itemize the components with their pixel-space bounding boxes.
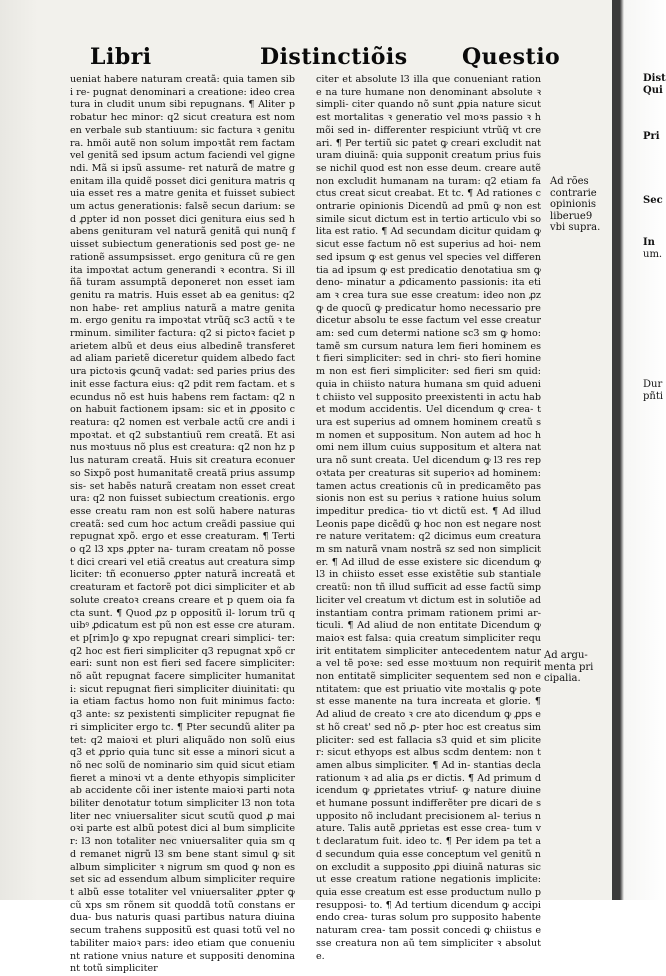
- next-page-fragment: um.: [643, 249, 663, 260]
- next-page-fragment: Sec: [643, 195, 663, 206]
- text-column-right: [316, 74, 541, 962]
- running-head: [90, 44, 561, 74]
- next-page-fragment: Dur: [643, 379, 663, 390]
- next-page-fragment: Qui: [643, 85, 663, 96]
- next-page-fragment: Pri: [643, 131, 660, 142]
- margin-note-ad-argumenta: Ad argu- menta pri cipalia.: [544, 650, 594, 684]
- next-page-fragment: In: [643, 237, 655, 248]
- left-column-text: ueniat habere naturam creatã: quia tamen sibi re- pugnat denominari a creatione: ideo creatura in cludit unum sibi repugnans. ¶ Aliter probatur hec minor: q2 sicut creatura est nomen verbale sub stantiuum: sic factura ꝛ genitura. hmõi autẽ non solum impoꝛtãt rem factam vel genitã sed ipsum actum faciendi vel gignendi. Mã si ipsũ assume- ret naturã de matre genitam illa quidẽ posset dici genitura matris quia esset res a matre genita et fuisset subiectum actus generationis: falsẽ secun darium: sed ꝓpter id non posset dici genitura eius sed habens genituram vel naturã genitã qui nunq̃ fuisset subiectum generationis sed post ge- nerationẽ assumpsisset. ergo genitura cũ re genita impoꝛtat actum generandi ꝛ econtra. Si illñã turam assumptã deponeret non esset iam genitu ra matris. Huis esset ab ea genitus: q2 non habe- ret amplius naturã a matre genitam. ergo genitu ra impoꝛtat vtrũq̃ sc3 actũ ꝛ terminum. similiter factura: q2 si pictoꝛ faciet parietem albũ et deus eius albedinẽ transferet ad aliam parietẽ diceretur quidem albedo factura pictoꝛis ꝙcunq̃ vadat: sed paries prius desinit esse factura eius: q2 pdit rem factam. et secundus nõ est huis habens rem factam: q2 non habuit factionem ipsam: sic et in ꝓposito creatura: q2 nomen est verbale actũ cre andi impoꝛtat. et q2 substantiuũ rem creatã. Et asinus moꝛtuus nõ plus est creatura: q2 non hz plus naturam creatã. Huis sit creatura econuerso Sixpõ post humanitatẽ creatã prius assumpsis- set habẽs naturã creatam non esset creatura: q2 non fuisset subiectum creationis. ergo esse creatu ram non est solũ habere naturas creatã: sed cum hoc actum creãdi passiue qui repugnat xpõ. ergo et esse creaturam. ¶ Tertio q2 l3 xps ꝓpter na- turam creatam nõ posset dici creari vel etiã creatus aut creatura simpliciter: tñ econuerso ꝓpter naturã increatã et creaturam et factorẽ pot dici simpliciter et absolute creatoꝛ creans creare et p quem oia facta sunt. ¶ Quod ꝓz p oppositũ il- lorum trũ quibꝰ ꝓdicatum est pũ non est esse cre aturam. et p[rim]o ꝙ xpo repugnat creari simplici- ter: q2 hoc est fieri simpliciter q3 repugnat xpõ creari: sunt non est fieri sed facere simpliciter: nõ aũt repugnat facere simpliciter humanitati: sicut repugnat fieri simpliciter diuinitati: quia etiam factus homo non fuit minimus facto: q3 ante: sz pexistenti simpliciter repugnat fieri simpliciter ergo tc. ¶ Pter secundũ aliter patet: q2 maioꝛi et pluri aliquãdo non solũ eius q3 et ꝓprio quia tunc sit esse a minori sicut a nõ nec solũ de nominario sim quid sicut etiam fieret a minoꝛi vt a dente ethyopis simpliciter ab accidente cõi iner istente maioꝛi parti notabiliter denotatur totum simpliciter l3 non totaliter nec vniuersaliter sicut scutũ quod ꝓ maioꝛi parte est albũ potest dici al bum simpliciter: l3 non totaliter nec vniuersaliter quia sm qd remanet nigrũ l3 sm bene stant simul ꝙ sit album simpliciter ꝛ nigrum sm quod ꝙ non esset sic ad essendum album simpliciter requiret albũ esse totaliter vel vniuersaliter ꝓpter ꝙ cũ xps sm rõnem sit quoddã totũ constans er dua- bus naturis quasi partibus natura diuina secum trahens suppositũ est quasi totũ vel notabiliter maioꝛ pars: ideo etiam que conueniunt ratione vnius nature et suppositi denominant totũ simpliciter: [70, 74, 296, 975]
- right-column-text: citer et absolute l3 illa que conueniant ratione na ture humane non denominant absolute ꝛ simpli- citer quando nõ sunt ꝓpia nature sicut est mortalitas ꝛ generatio vel moꝛs passio ꝛ hmõi sed in- differenter respiciunt vtrũq̃ vt creari. ¶ Per tertiũ sic patet ꝙ creari excludit naturam diuinã: quia supponit creatum prius fuisse nichil quod est non esse deum. creare autẽ non excludit humanam na turam: q2 etiam factus creat sicut creabat. Et tc. ¶ Ad rationes contrarie opinionis Dicendũ ad pmũ ꝙ non est simile sicut dictum est in tertio articulo vbi solita est ratio. ¶ Ad secundam dicitur quidam ꝙ sicut esse factum nõ est superius ad hoi- nem sed ipsum ꝙ est genus vel species vel differentia ad ipsum ꝙ est predicatio denotatiua sm ꝙ deno- minatur a ꝓdicamento passionis: ita etiam ꝛ crea tura sue esse creatum: ideo non ꝓz ꝙ de quocũ ꝙ predicatur homo necessario predicetur absolu te esse factum vel esse creaturam: sed cum determi natione sc3 sm ꝙ homo: tamẽ sm cursum natura lem fieri hominem est fieri simpliciter: sed in chri- sto fieri hominem non est fieri simpliciter: sed fieri sm quid: quia in chiisto natura humana sm quid aduenit chiisto vel supposito preexistenti in actu habet modum accidentis. Uel dicendum ꝙ crea- tura est superius ad omnem hominem creatũ sm nomen et suppositum. Non autem ad hoc homi nem illum cuius suppositum et altera natura nõ sunt creata. Uel dicendum ꝙ l3 res repoꝛtata per creaturas sit superioꝛ ad hominem: tamen actus creationis cũ in predicamẽto passionis non est su perius ꝛ ratione huius solum impeditur predica- tio vt dictũ est. ¶ Ad illud Leonis pape dicẽdũ ꝙ hoc non est negare nostre nature veritatem: q2 dicimus eum creaturam sm naturã vnam nostrã sz sed non simpliciter. ¶ Ad illud de esse existere sic dicendum ꝙ l3 in chiisto esset esse existẽtie sub stantiale creatũ: non tñ illud sufficit ad esse factũ simpliciter vel creatum vt dictum est in solutiõe ad instantiam contra primam rationem primi ar- ticuli. ¶ Ad aliud de non entitate Dicendum ꝙ maioꝛ est falsa: quia creatum simpliciter requirit entitatem simpliciter antecedentem natura vel tẽ poꝛe: sed esse moꝛtuum non requirit non entitatẽ simpliciter sequentem sed non entitatem: que est priuatio vite moꝛtalis ꝙ potest esse manente na tura increata et glorie. ¶ Ad aliud de creato ꝛ cre ato dicendum ꝙ ꝓps est hõ creat' sed nõ ꝓ- pter hoc est creatus simpliciter: sed est fallacia s3 quid et sim pliciter: sicut ethyops est albus scdm dentem: non tamen albus simpliciter. ¶ Ad in- stantias declarationum ꝛ ad alia ꝓs er dictis. ¶ Ad primum dicendum ꝙ ꝓprietates vtriuf- ꝙ nature diuine et humane possunt indifferẽter pre dicari de supposito nõ includant precisionem al- terius nature. Talis autẽ ꝓprietas est esse crea- tum vt declaratum fuit. ideo tc. ¶ Per idem pa tet ad secundum quia esse conceptum vel genitũ non excludit a supposito ꝓpi diuinã naturas sicut esse creatum ratione negationis implicite: quia esse creatum est esse productum nullo presupposi- to. ¶ Ad tertium dicendum ꝙ accipiendo crea- turas solum pro supposito habente naturam crea- tam possit concedi ꝙ chiistus esse creatura non aũ tem simpliciter ꝛ absolute.: [316, 74, 541, 962]
- running-head-distinctionis: Distinctiõis: [260, 44, 408, 70]
- margin-note-adrones: Ad rões contrarie opinionis liberue9 vbi supra.: [550, 176, 601, 233]
- next-page-fragment: Dist: [643, 73, 666, 84]
- next-page-edge: [640, 0, 666, 900]
- next-page-fragment: pñti: [643, 391, 664, 402]
- page-shading: [0, 0, 38, 900]
- running-head-libri: Libri: [90, 44, 152, 70]
- running-head-questio: Questio: [462, 44, 561, 70]
- text-column-left: [70, 74, 296, 975]
